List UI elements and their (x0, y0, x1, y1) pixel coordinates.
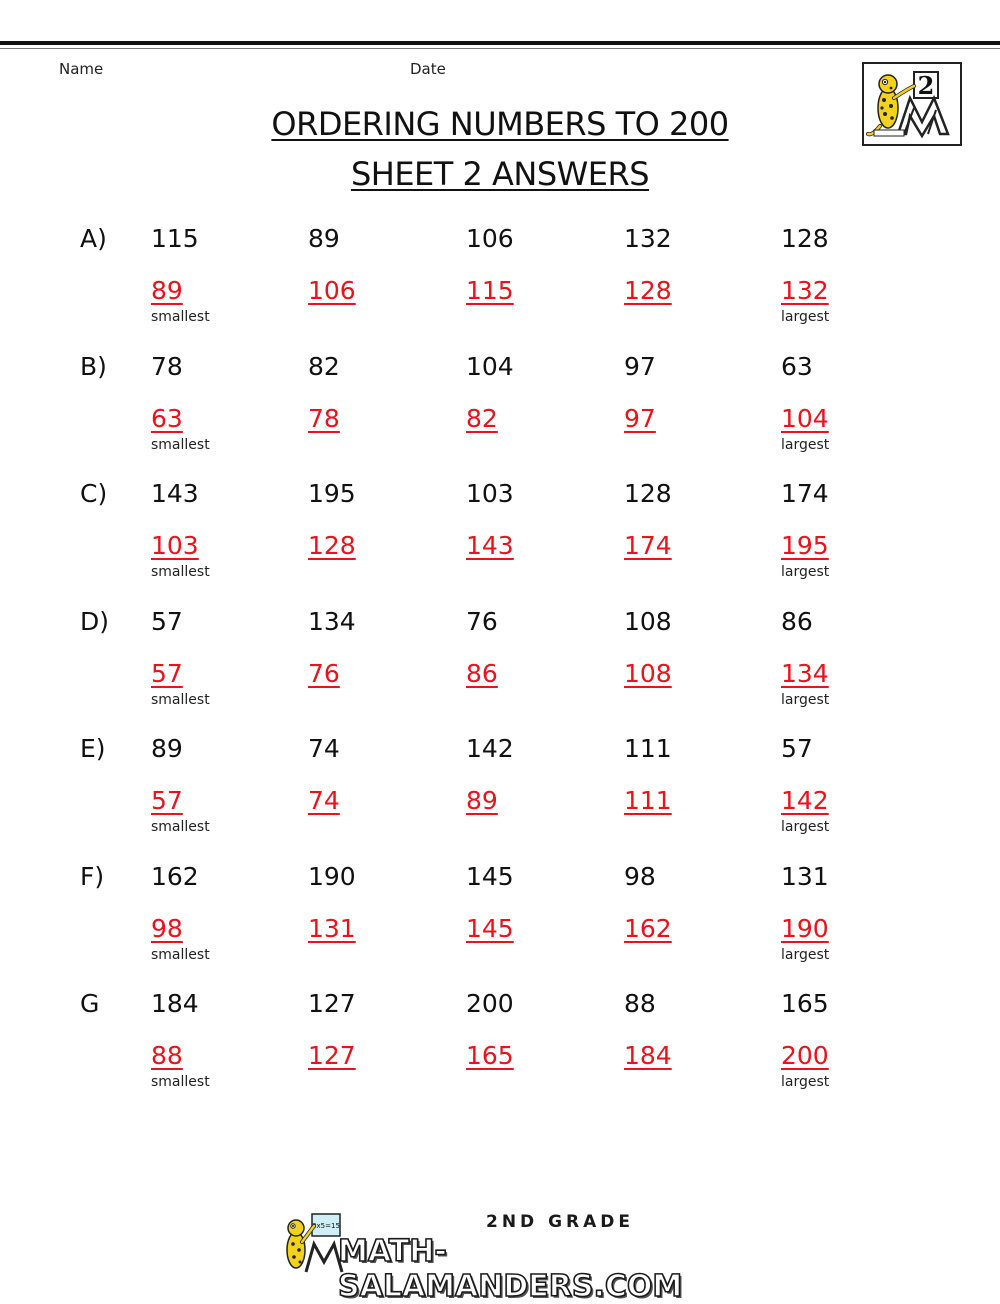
footer-site-text: MATH-SALAMANDERS.COM (338, 1234, 683, 1304)
problem-number: 134 (308, 606, 356, 636)
problem-row (0, 605, 1000, 733)
largest-label: largest (781, 946, 830, 963)
problem-number: 104 (466, 351, 514, 381)
problem-number: 111 (624, 734, 672, 763)
smallest-label: smallest (151, 1074, 210, 1090)
problem-number: 78 (151, 351, 183, 381)
problem-number: 165 (781, 989, 829, 1018)
answer-number: 128 (308, 531, 356, 560)
problem-number: 82 (308, 351, 340, 381)
answer-number: 89 (466, 786, 498, 815)
problem-number: 89 (308, 224, 340, 253)
answer-number: 184 (624, 1041, 672, 1070)
answer-number: 97 (624, 403, 656, 433)
answer-number: 108 (624, 658, 672, 688)
problem-row (0, 477, 1000, 605)
footer-logo (276, 1210, 726, 1304)
problem-number: 200 (466, 989, 514, 1018)
answer-number: 82 (466, 403, 498, 433)
answer-number: 132 (781, 276, 829, 305)
page-subtitle: SHEET 2 ANSWERS (350, 155, 650, 193)
answer-number: 104 (781, 403, 829, 433)
smallest-label: smallest (151, 564, 210, 580)
problem-row (0, 860, 1000, 988)
problem-label: C) (80, 479, 108, 508)
answer-number: 200 (781, 1041, 829, 1070)
answer-number: 128 (624, 276, 672, 305)
problem-label: D) (80, 606, 110, 636)
answer-number: 57 (151, 658, 183, 688)
problem-row (0, 222, 1000, 350)
answer-number: 115 (466, 276, 514, 305)
problem-row (0, 350, 1000, 478)
problem-number: 142 (466, 734, 514, 763)
answer-number: 76 (308, 658, 340, 688)
answer-number: 74 (308, 786, 340, 815)
problem-number: 162 (151, 861, 199, 891)
logo-grade-number: 2 (917, 71, 935, 100)
top-rule-thin (0, 48, 1000, 49)
problem-number: 128 (781, 224, 829, 253)
largest-label: largest (781, 819, 830, 835)
problem-number: 97 (624, 351, 656, 381)
smallest-label: smallest (151, 946, 210, 963)
answer-number: 98 (151, 913, 183, 943)
problem-number: 143 (151, 479, 199, 508)
answer-number: 86 (466, 658, 498, 688)
answer-number: 174 (624, 531, 672, 560)
problem-number: 132 (624, 224, 672, 253)
problem-number: 145 (466, 861, 514, 891)
answer-number: 190 (781, 913, 829, 943)
page-title: ORDERING NUMBERS TO 200 (271, 105, 729, 143)
answer-number: 88 (151, 1041, 183, 1070)
problem-number: 108 (624, 606, 672, 636)
problem-number: 98 (624, 861, 656, 891)
problem-number: 174 (781, 479, 829, 508)
problem-label: E) (80, 734, 106, 763)
problem-label: B) (80, 351, 107, 381)
problem-number: 131 (781, 861, 829, 891)
problem-number: 128 (624, 479, 672, 508)
answer-number: 78 (308, 403, 340, 433)
smallest-label: smallest (151, 309, 210, 325)
smallest-label: smallest (151, 436, 210, 453)
answer-number: 89 (151, 276, 183, 305)
problem-number: 184 (151, 989, 199, 1018)
date-label: Date (410, 60, 446, 78)
largest-label: largest (781, 1074, 830, 1090)
problem-number: 127 (308, 989, 356, 1018)
problem-row (0, 987, 1000, 1115)
problem-number: 76 (466, 606, 498, 636)
answer-number: 162 (624, 913, 672, 943)
problem-number: 89 (151, 734, 183, 763)
answer-number: 111 (624, 786, 672, 815)
name-label: Name (59, 60, 104, 78)
problem-label: A) (80, 224, 107, 253)
problem-number: 115 (151, 224, 199, 253)
problem-label: F) (80, 861, 105, 891)
answer-number: 57 (151, 786, 183, 815)
largest-label: largest (781, 309, 830, 325)
problem-row (0, 732, 1000, 860)
largest-label: largest (781, 436, 830, 453)
answer-number: 143 (466, 531, 514, 560)
smallest-label: smallest (151, 819, 210, 835)
footer-salamander-icon (276, 1210, 346, 1276)
problem-number: 103 (466, 479, 514, 508)
top-rule (0, 41, 1000, 45)
answer-number: 103 (151, 531, 199, 560)
answer-number: 131 (308, 913, 356, 943)
answer-number: 106 (308, 276, 356, 305)
problem-number: 63 (781, 351, 813, 381)
problem-number: 195 (308, 479, 356, 508)
problem-number: 88 (624, 989, 656, 1018)
answer-number: 127 (308, 1041, 356, 1070)
problem-number: 106 (466, 224, 514, 253)
problem-number: 86 (781, 606, 813, 636)
answer-number: 63 (151, 403, 183, 433)
smallest-label: smallest (151, 691, 210, 708)
answer-number: 145 (466, 913, 514, 943)
problem-number: 57 (781, 734, 813, 763)
answer-number: 142 (781, 786, 829, 815)
problem-number: 190 (308, 861, 356, 891)
answer-number: 134 (781, 658, 829, 688)
problem-number: 57 (151, 606, 183, 636)
footer-board-text: 3x5=15 (312, 1222, 340, 1230)
problem-label: G (80, 989, 100, 1018)
largest-label: largest (781, 564, 830, 580)
problem-number: 74 (308, 734, 340, 763)
answer-number: 165 (466, 1041, 514, 1070)
answer-number: 195 (781, 531, 829, 560)
largest-label: largest (781, 691, 830, 708)
footer-grade-text: 2ND GRADE (486, 1212, 635, 1232)
